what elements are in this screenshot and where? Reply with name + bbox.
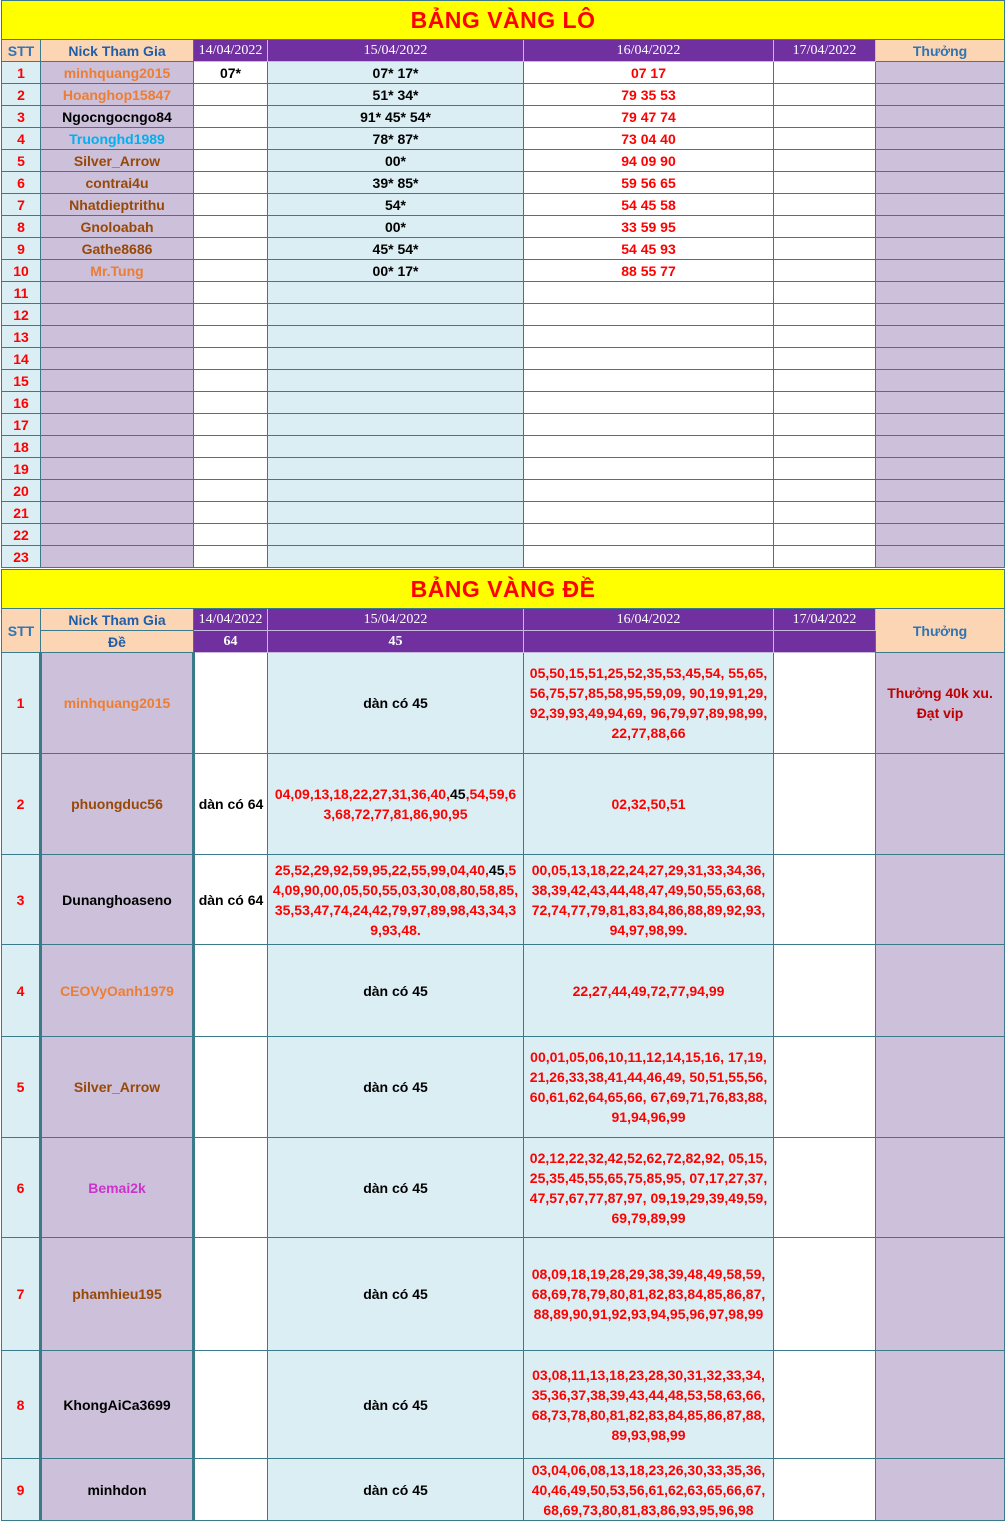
de-row-date-2: dàn có 45 (268, 1351, 524, 1459)
lo-row-thuong (876, 62, 1005, 84)
lo-row-date-3 (524, 524, 774, 546)
de-row-date-3: 02,12,22,32,42,52,62,72,82,92, 05,15,25,35,45,55,65,75,85,95, 07,17,27,37,47,57,67,77,87,97, 09,19,29,39,49,59,69,79,89,99 (524, 1138, 774, 1238)
lo-table (1, 0, 1005, 568)
de-row-thuong (876, 945, 1005, 1037)
lo-row-date-2 (268, 480, 524, 502)
lo-row-date-2 (268, 326, 524, 348)
lo-row-date-1 (194, 524, 268, 546)
lo-row-stt: 20 (2, 480, 41, 502)
lo-table-row (2, 546, 1005, 568)
lo-row-date-2: 07* 17* (268, 62, 524, 84)
de-row-date-4 (774, 1459, 876, 1521)
lo-row-thuong (876, 238, 1005, 260)
de-header-date-2: 15/04/2022 (268, 609, 524, 631)
lo-row-date-4 (774, 62, 876, 84)
lo-row-date-1 (194, 370, 268, 392)
lo-row-nick (41, 304, 194, 326)
lo-table-row (2, 150, 1005, 172)
lo-row-nick (41, 546, 194, 568)
lo-row-thuong (876, 106, 1005, 128)
lo-row-date-3: 79 35 53 (524, 84, 774, 106)
lo-row-nick (41, 282, 194, 304)
lo-row-nick: Nhatdieptrithu (41, 194, 194, 216)
header-date-3: 16/04/2022 (524, 40, 774, 62)
lo-table-row (2, 436, 1005, 458)
lo-row-date-3 (524, 480, 774, 502)
de-row-date-2: dàn có 45 (268, 1459, 524, 1521)
lo-row-date-3 (524, 458, 774, 480)
lo-row-stt: 16 (2, 392, 41, 414)
lo-row-date-2 (268, 502, 524, 524)
header-date-4: 17/04/2022 (774, 40, 876, 62)
de-table-row (2, 1238, 1005, 1351)
de-row-nick: KhongAiCa3699 (41, 1351, 194, 1459)
lo-row-thuong (876, 480, 1005, 502)
lo-table-row (2, 128, 1005, 150)
lo-row-date-4 (774, 304, 876, 326)
de-row-date-3: 03,04,06,08,13,18,23,26,30,33,35,36, 40,46,49,50,53,56,61,62,63,65,66,67, 68,69,73,80,81,83,86,93,95,96,98 (524, 1459, 774, 1521)
lo-row-date-3: 59 56 65 (524, 172, 774, 194)
lo-row-stt: 4 (2, 128, 41, 150)
lo-row-date-4 (774, 524, 876, 546)
de-row-date-1 (194, 1238, 268, 1351)
lo-row-date-2: 51* 34* (268, 84, 524, 106)
de-row-nick: phuongduc56 (41, 754, 194, 855)
lo-row-date-4 (774, 370, 876, 392)
lo-table-row (2, 106, 1005, 128)
de-row-date-4 (774, 1238, 876, 1351)
de-answer-2: 45 (268, 631, 524, 653)
de-row-date-2: dàn có 45 (268, 945, 524, 1037)
lo-row-date-4 (774, 326, 876, 348)
de-row-date-1: dàn có 64 (194, 855, 268, 945)
lo-row-date-4 (774, 194, 876, 216)
de-row-date-3: 08,09,18,19,28,29,38,39,48,49,58,59, 68,69,78,79,80,81,82,83,84,85,86,87, 88,89,90,91,92,93,94,95,96,97,98,99 (524, 1238, 774, 1351)
de-row-date-1 (194, 1459, 268, 1521)
lo-row-date-2: 00* (268, 216, 524, 238)
lo-row-nick (41, 436, 194, 458)
lo-row-date-1 (194, 282, 268, 304)
lo-row-thuong (876, 84, 1005, 106)
de-table-row (2, 1351, 1005, 1459)
lo-row-date-3: 54 45 93 (524, 238, 774, 260)
lo-row-date-4 (774, 502, 876, 524)
de-row-nick: Silver_Arrow (41, 1037, 194, 1138)
lo-row-date-2: 45* 54* (268, 238, 524, 260)
lo-row-date-1 (194, 216, 268, 238)
de-answer-1: 64 (194, 631, 268, 653)
lo-row-thuong (876, 194, 1005, 216)
de-row-numbers-post: ,54,09,90,00,05,50,55,03,30,08,80,58,85,35,53,47,74,24,42,79,97,89,98,43,34,39,93,48. (272, 861, 519, 938)
lo-row-date-2: 78* 87* (268, 128, 524, 150)
lo-row-thuong (876, 370, 1005, 392)
lo-row-date-1 (194, 194, 268, 216)
lo-row-nick (41, 370, 194, 392)
lo-row-stt: 14 (2, 348, 41, 370)
de-row-stt: 9 (2, 1459, 41, 1521)
lo-row-stt: 2 (2, 84, 41, 106)
lo-row-date-4 (774, 84, 876, 106)
lo-row-date-2 (268, 304, 524, 326)
lo-row-date-1 (194, 546, 268, 568)
lo-row-date-1 (194, 480, 268, 502)
lo-table-row (2, 326, 1005, 348)
lo-row-date-1 (194, 172, 268, 194)
lo-row-nick: Truonghd1989 (41, 128, 194, 150)
de-row-date-4 (774, 754, 876, 855)
lo-row-thuong (876, 282, 1005, 304)
de-row-thuong (876, 855, 1005, 945)
de-title: BẢNG VÀNG ĐỀ (2, 570, 1005, 609)
lo-table-row (2, 216, 1005, 238)
lo-row-date-2 (268, 458, 524, 480)
lo-row-date-2 (268, 370, 524, 392)
lo-table-row (2, 370, 1005, 392)
lo-row-date-3 (524, 282, 774, 304)
lo-row-date-1 (194, 414, 268, 436)
lo-row-stt: 5 (2, 150, 41, 172)
de-row-date-3: 05,50,15,51,25,52,35,53,45,54, 55,65,56,75,57,85,58,95,59,09, 90,19,91,29,92,39,93,49,94,69, 96,79,97,89,98,99,22,77,88,66 (524, 653, 774, 754)
de-row-date-1 (194, 1351, 268, 1459)
lo-row-date-3: 94 09 90 (524, 150, 774, 172)
lo-row-thuong (876, 216, 1005, 238)
lo-row-stt: 15 (2, 370, 41, 392)
lo-row-stt: 1 (2, 62, 41, 84)
de-row-stt: 3 (2, 855, 41, 945)
lo-title: BẢNG VÀNG LÔ (2, 1, 1005, 40)
lo-row-date-4 (774, 128, 876, 150)
lo-row-date-4 (774, 480, 876, 502)
de-header-date-4: 17/04/2022 (774, 609, 876, 631)
lo-row-date-3 (524, 436, 774, 458)
lo-row-date-1 (194, 84, 268, 106)
lo-row-stt: 22 (2, 524, 41, 546)
lo-row-date-2 (268, 436, 524, 458)
lo-row-nick (41, 502, 194, 524)
lo-table-row (2, 282, 1005, 304)
de-row-stt: 1 (2, 653, 41, 754)
lo-row-stt: 21 (2, 502, 41, 524)
lo-row-date-3: 88 55 77 (524, 260, 774, 282)
de-header-nick-sub: Đề (41, 631, 194, 653)
lo-table-row (2, 392, 1005, 414)
lo-row-thuong (876, 524, 1005, 546)
lo-row-date-3: 33 59 95 (524, 216, 774, 238)
lo-table-row (2, 480, 1005, 502)
de-row-nick: Bemai2k (41, 1138, 194, 1238)
lo-row-date-3: 79 47 74 (524, 106, 774, 128)
de-row-date-3: 22,27,44,49,72,77,94,99 (524, 945, 774, 1037)
lo-row-thuong (876, 260, 1005, 282)
lo-row-nick: Gnoloabah (41, 216, 194, 238)
lo-table-row (2, 62, 1005, 84)
lo-row-stt: 9 (2, 238, 41, 260)
lo-row-date-2 (268, 282, 524, 304)
de-header-thuong: Thưởng (876, 609, 1005, 653)
lo-table-row (2, 238, 1005, 260)
de-row-date-4 (774, 855, 876, 945)
de-row-date-1 (194, 1037, 268, 1138)
de-row-nick: phamhieu195 (41, 1238, 194, 1351)
lo-row-date-2: 00* (268, 150, 524, 172)
lo-row-stt: 7 (2, 194, 41, 216)
lo-row-thuong (876, 348, 1005, 370)
lo-row-date-2 (268, 348, 524, 370)
de-row-date-4 (774, 653, 876, 754)
de-row-thuong: Thưởng 40k xu. Đạt vip (876, 653, 1005, 754)
lo-row-nick (41, 480, 194, 502)
lo-row-date-3 (524, 348, 774, 370)
lo-row-date-4 (774, 348, 876, 370)
lo-row-thuong (876, 458, 1005, 480)
lo-table-row (2, 84, 1005, 106)
lo-row-date-1 (194, 260, 268, 282)
de-row-nick: CEOVyOanh1979 (41, 945, 194, 1037)
lo-row-stt: 3 (2, 106, 41, 128)
de-header-stt: STT (2, 609, 41, 653)
lo-row-date-4 (774, 106, 876, 128)
de-row-nick: Dunanghoaseno (41, 855, 194, 945)
lo-row-nick (41, 348, 194, 370)
lo-row-date-3 (524, 392, 774, 414)
lo-row-date-4 (774, 436, 876, 458)
de-row-thuong (876, 1459, 1005, 1521)
de-row-date-1 (194, 1138, 268, 1238)
de-answer-3 (524, 631, 774, 653)
lo-row-date-4 (774, 172, 876, 194)
lo-row-date-1 (194, 238, 268, 260)
de-table (1, 569, 1005, 1521)
lo-row-nick (41, 392, 194, 414)
de-row-date-1: dàn có 64 (194, 754, 268, 855)
de-row-date-2 (268, 855, 524, 945)
lo-row-stt: 19 (2, 458, 41, 480)
lo-row-thuong (876, 128, 1005, 150)
lo-table-row (2, 458, 1005, 480)
de-table-row (2, 945, 1005, 1037)
de-row-date-3: 00,01,05,06,10,11,12,14,15,16, 17,19,21,26,33,38,41,44,46,49, 50,51,55,56,60,61,62,64,65,66, 67,69,71,76,83,88,91,94,96,99 (524, 1037, 774, 1138)
lo-row-date-4 (774, 216, 876, 238)
lo-row-date-1 (194, 392, 268, 414)
de-row-thuong (876, 1037, 1005, 1138)
de-row-thuong (876, 754, 1005, 855)
lo-row-date-1: 07* (194, 62, 268, 84)
lo-row-date-2 (268, 524, 524, 546)
lo-row-date-4 (774, 546, 876, 568)
lo-row-date-4 (774, 150, 876, 172)
de-table-row (2, 754, 1005, 855)
de-row-stt: 7 (2, 1238, 41, 1351)
lo-row-date-2 (268, 392, 524, 414)
lo-table-row (2, 304, 1005, 326)
lo-row-date-4 (774, 238, 876, 260)
lo-table-row (2, 260, 1005, 282)
lo-row-date-2 (268, 414, 524, 436)
lo-row-date-3 (524, 370, 774, 392)
lo-row-date-4 (774, 392, 876, 414)
header-date-1: 14/04/2022 (194, 40, 268, 62)
de-row-stt: 4 (2, 945, 41, 1037)
lo-row-date-3: 07 17 (524, 62, 774, 84)
lo-row-date-2: 00* 17* (268, 260, 524, 282)
lo-row-stt: 23 (2, 546, 41, 568)
de-row-date-4 (774, 1138, 876, 1238)
lo-row-thuong (876, 326, 1005, 348)
de-row-date-3: 03,08,11,13,18,23,28,30,31,32,33,34, 35,36,37,38,39,43,44,48,53,58,63,66, 68,73,78,80,81,82,83,84,85,86,87,88, 89,93,98,99 (524, 1351, 774, 1459)
lo-row-date-1 (194, 326, 268, 348)
de-row-stt: 5 (2, 1037, 41, 1138)
lo-row-date-1 (194, 128, 268, 150)
lo-row-date-3 (524, 414, 774, 436)
de-row-thuong (876, 1351, 1005, 1459)
lo-row-date-3 (524, 502, 774, 524)
lo-table-row (2, 524, 1005, 546)
de-row-date-2: dàn có 45 (268, 1138, 524, 1238)
de-table-row (2, 1037, 1005, 1138)
lo-row-date-2: 39* 85* (268, 172, 524, 194)
lo-row-date-4 (774, 458, 876, 480)
de-row-date-2 (268, 754, 524, 855)
lo-row-thuong (876, 436, 1005, 458)
lo-row-nick: Ngocngocngo84 (41, 106, 194, 128)
de-row-thuong (876, 1138, 1005, 1238)
lo-table-row (2, 502, 1005, 524)
de-row-date-3: 02,32,50,51 (524, 754, 774, 855)
de-table-row (2, 653, 1005, 754)
lo-row-nick (41, 458, 194, 480)
de-row-numbers-hit: 45 (449, 786, 466, 802)
lo-row-date-1 (194, 304, 268, 326)
lo-row-date-2: 54* (268, 194, 524, 216)
lo-row-thuong (876, 502, 1005, 524)
lo-row-date-1 (194, 348, 268, 370)
de-row-date-1 (194, 653, 268, 754)
de-row-stt: 6 (2, 1138, 41, 1238)
de-answer-4 (774, 631, 876, 653)
de-header-row (2, 609, 1005, 631)
lo-row-date-3: 73 04 40 (524, 128, 774, 150)
de-row-nick: minhquang2015 (41, 653, 194, 754)
lo-row-stt: 8 (2, 216, 41, 238)
lo-row-date-4 (774, 414, 876, 436)
de-row-numbers-post: ,54,59,63,68,72,77,81,86,90,95 (323, 786, 517, 822)
lo-row-stt: 17 (2, 414, 41, 436)
lo-table-row (2, 414, 1005, 436)
lo-row-nick: Mr.Tung (41, 260, 194, 282)
lo-row-nick: Hoanghop15847 (41, 84, 194, 106)
de-row-numbers-hit: 45 (488, 861, 505, 878)
lo-row-nick: minhquang2015 (41, 62, 194, 84)
lo-row-nick (41, 326, 194, 348)
lo-row-stt: 13 (2, 326, 41, 348)
header-thuong: Thưởng (876, 40, 1005, 62)
lo-row-date-2 (268, 546, 524, 568)
de-row-nick: minhdon (41, 1459, 194, 1521)
de-table-row (2, 1459, 1005, 1521)
header-nick: Nick Tham Gia (41, 40, 194, 62)
de-row-date-2: dàn có 45 (268, 1037, 524, 1138)
lo-row-stt: 6 (2, 172, 41, 194)
de-row-date-3: 00,05,13,18,22,24,27,29,31,33,34,36, 38,39,42,43,44,48,47,49,50,55,63,68, 72,74,77,79,81,83,84,86,88,89,92,93, 94,97,98,99. (524, 855, 774, 945)
de-row-numbers-pre: 04,09,13,18,22,27,31,36,40, (274, 786, 450, 802)
lo-row-date-4 (774, 282, 876, 304)
header-stt: STT (2, 40, 41, 62)
lo-row-date-3: 54 45 58 (524, 194, 774, 216)
de-row-numbers-pre: 25,52,29,92,59,95,22,55,99,04,40, (274, 861, 489, 878)
de-row-date-2: dàn có 45 (268, 653, 524, 754)
lo-table-row (2, 194, 1005, 216)
de-row-date-2: dàn có 45 (268, 1238, 524, 1351)
lo-row-date-1 (194, 458, 268, 480)
de-row-date-1 (194, 945, 268, 1037)
de-row-date-4 (774, 1037, 876, 1138)
lo-row-nick: Silver_Arrow (41, 150, 194, 172)
lo-row-date-3 (524, 304, 774, 326)
lo-row-nick (41, 414, 194, 436)
lo-row-date-1 (194, 150, 268, 172)
lo-row-stt: 18 (2, 436, 41, 458)
lo-row-thuong (876, 172, 1005, 194)
lo-table-row (2, 172, 1005, 194)
de-row-stt: 8 (2, 1351, 41, 1459)
de-header-date-3: 16/04/2022 (524, 609, 774, 631)
lo-row-date-2: 91* 45* 54* (268, 106, 524, 128)
lo-row-stt: 11 (2, 282, 41, 304)
lo-row-stt: 12 (2, 304, 41, 326)
de-answer-row (2, 631, 1005, 653)
header-date-2: 15/04/2022 (268, 40, 524, 62)
de-row-date-4 (774, 945, 876, 1037)
lo-row-stt: 10 (2, 260, 41, 282)
lo-row-thuong (876, 150, 1005, 172)
lo-row-date-3 (524, 326, 774, 348)
lo-row-thuong (876, 414, 1005, 436)
de-header-nick: Nick Tham Gia (41, 609, 194, 631)
lo-header-row (2, 40, 1005, 62)
de-header-date-1: 14/04/2022 (194, 609, 268, 631)
lo-table-row (2, 348, 1005, 370)
lo-row-date-1 (194, 106, 268, 128)
lo-row-thuong (876, 546, 1005, 568)
lo-row-nick (41, 524, 194, 546)
lo-row-date-1 (194, 436, 268, 458)
de-row-thuong (876, 1238, 1005, 1351)
de-table-row (2, 1138, 1005, 1238)
lo-row-date-4 (774, 260, 876, 282)
lo-row-date-3 (524, 546, 774, 568)
lo-row-nick: contrai4u (41, 172, 194, 194)
lo-row-thuong (876, 304, 1005, 326)
de-row-date-4 (774, 1351, 876, 1459)
de-row-stt: 2 (2, 754, 41, 855)
lo-row-thuong (876, 392, 1005, 414)
de-table-row (2, 855, 1005, 945)
lo-row-nick: Gathe8686 (41, 238, 194, 260)
lo-row-date-1 (194, 502, 268, 524)
